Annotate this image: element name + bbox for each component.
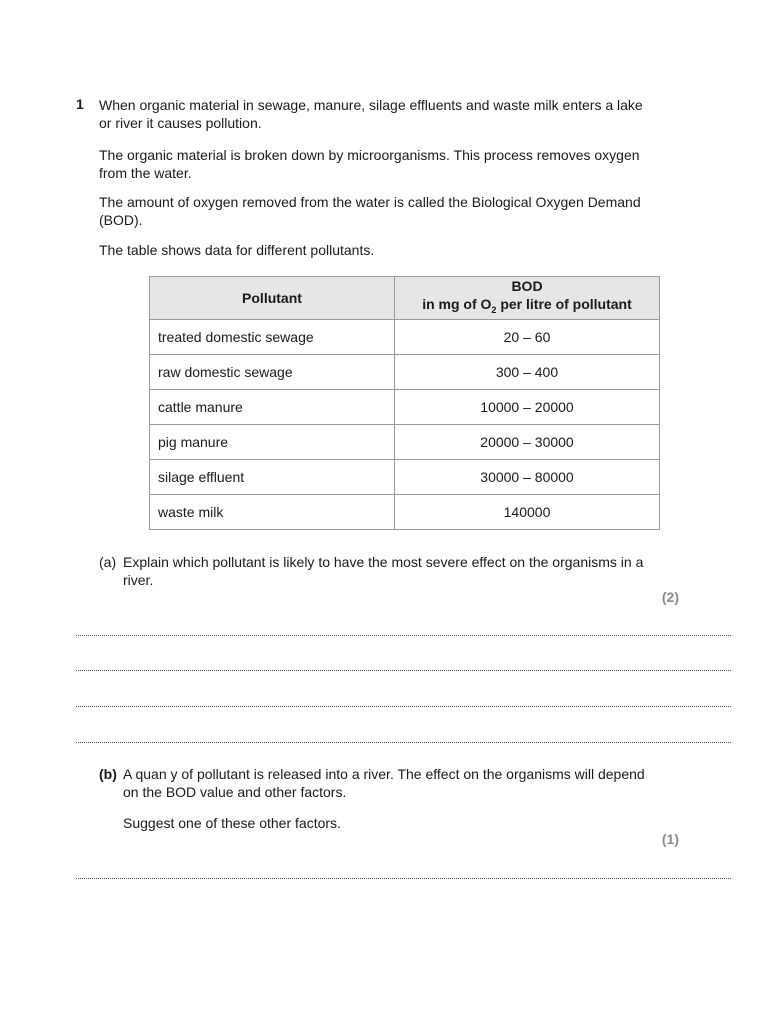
part-a-label: (a)	[99, 554, 117, 570]
pollutant-cell: waste milk	[150, 495, 395, 530]
intro-paragraph-3: The amount of oxygen removed from the water is called the Biological Oxygen Demand (BOD).	[99, 194, 641, 228]
bod-table	[149, 276, 660, 530]
bod-cell: 20 – 60	[395, 320, 660, 355]
table-row	[150, 460, 660, 495]
header-bod-unit	[401, 295, 653, 319]
part-b-marks: (1)	[661, 831, 679, 847]
answer-line-a1[interactable]	[76, 635, 731, 636]
header-bod-unit-post: per litre of pollutant	[496, 296, 632, 313]
answer-line-a4[interactable]	[76, 742, 731, 743]
header-pollutant: Pollutant	[150, 277, 395, 320]
part-a-question: Explain which pollutant is likely to have the most severe effect on the organisms in a river.	[123, 554, 644, 588]
header-bod	[395, 277, 660, 320]
table-row	[150, 355, 660, 390]
table-row	[150, 425, 660, 460]
question-number: 1	[76, 96, 84, 112]
table-row	[150, 320, 660, 355]
table-row	[150, 495, 660, 530]
pollutant-cell: pig manure	[150, 425, 395, 460]
bod-cell: 20000 – 30000	[395, 425, 660, 460]
answer-line-a2[interactable]	[76, 670, 731, 671]
bod-cell: 30000 – 80000	[395, 460, 660, 495]
pollutant-cell: silage effluent	[150, 460, 395, 495]
answer-line-a3[interactable]	[76, 706, 731, 707]
bod-cell: 300 – 400	[395, 355, 660, 390]
pollutant-cell: raw domestic sewage	[150, 355, 395, 390]
table-header-row	[150, 277, 660, 320]
pollutant-cell: treated domestic sewage	[150, 320, 395, 355]
part-a-marks: (2)	[661, 589, 679, 605]
header-bod-title: BOD	[511, 278, 543, 295]
bod-cell: 140000	[395, 495, 660, 530]
part-b-instruction: Suggest one of these other factors.	[123, 815, 341, 831]
intro-paragraph-4: The table shows data for different pollutants.	[99, 242, 375, 258]
table-row	[150, 390, 660, 425]
bod-cell: 10000 – 20000	[395, 390, 660, 425]
intro-paragraph-2: The organic material is broken down by microorganisms. This process removes oxygen from the water.	[99, 147, 640, 181]
header-bod-unit-subscript: 2	[491, 304, 497, 315]
pollutant-cell: cattle manure	[150, 390, 395, 425]
intro-paragraph-1: When organic material in sewage, manure, silage effluents and waste milk enters a lake or river it causes pollution.	[99, 97, 643, 131]
part-b-label: (b)	[99, 766, 117, 782]
part-b-question: A quan y of pollutant is released into a river. The effect on the organisms will depend on the BOD value and other factors.	[123, 766, 645, 800]
answer-line-b1[interactable]	[76, 878, 731, 879]
header-bod-unit-pre: in mg of O	[422, 296, 492, 313]
